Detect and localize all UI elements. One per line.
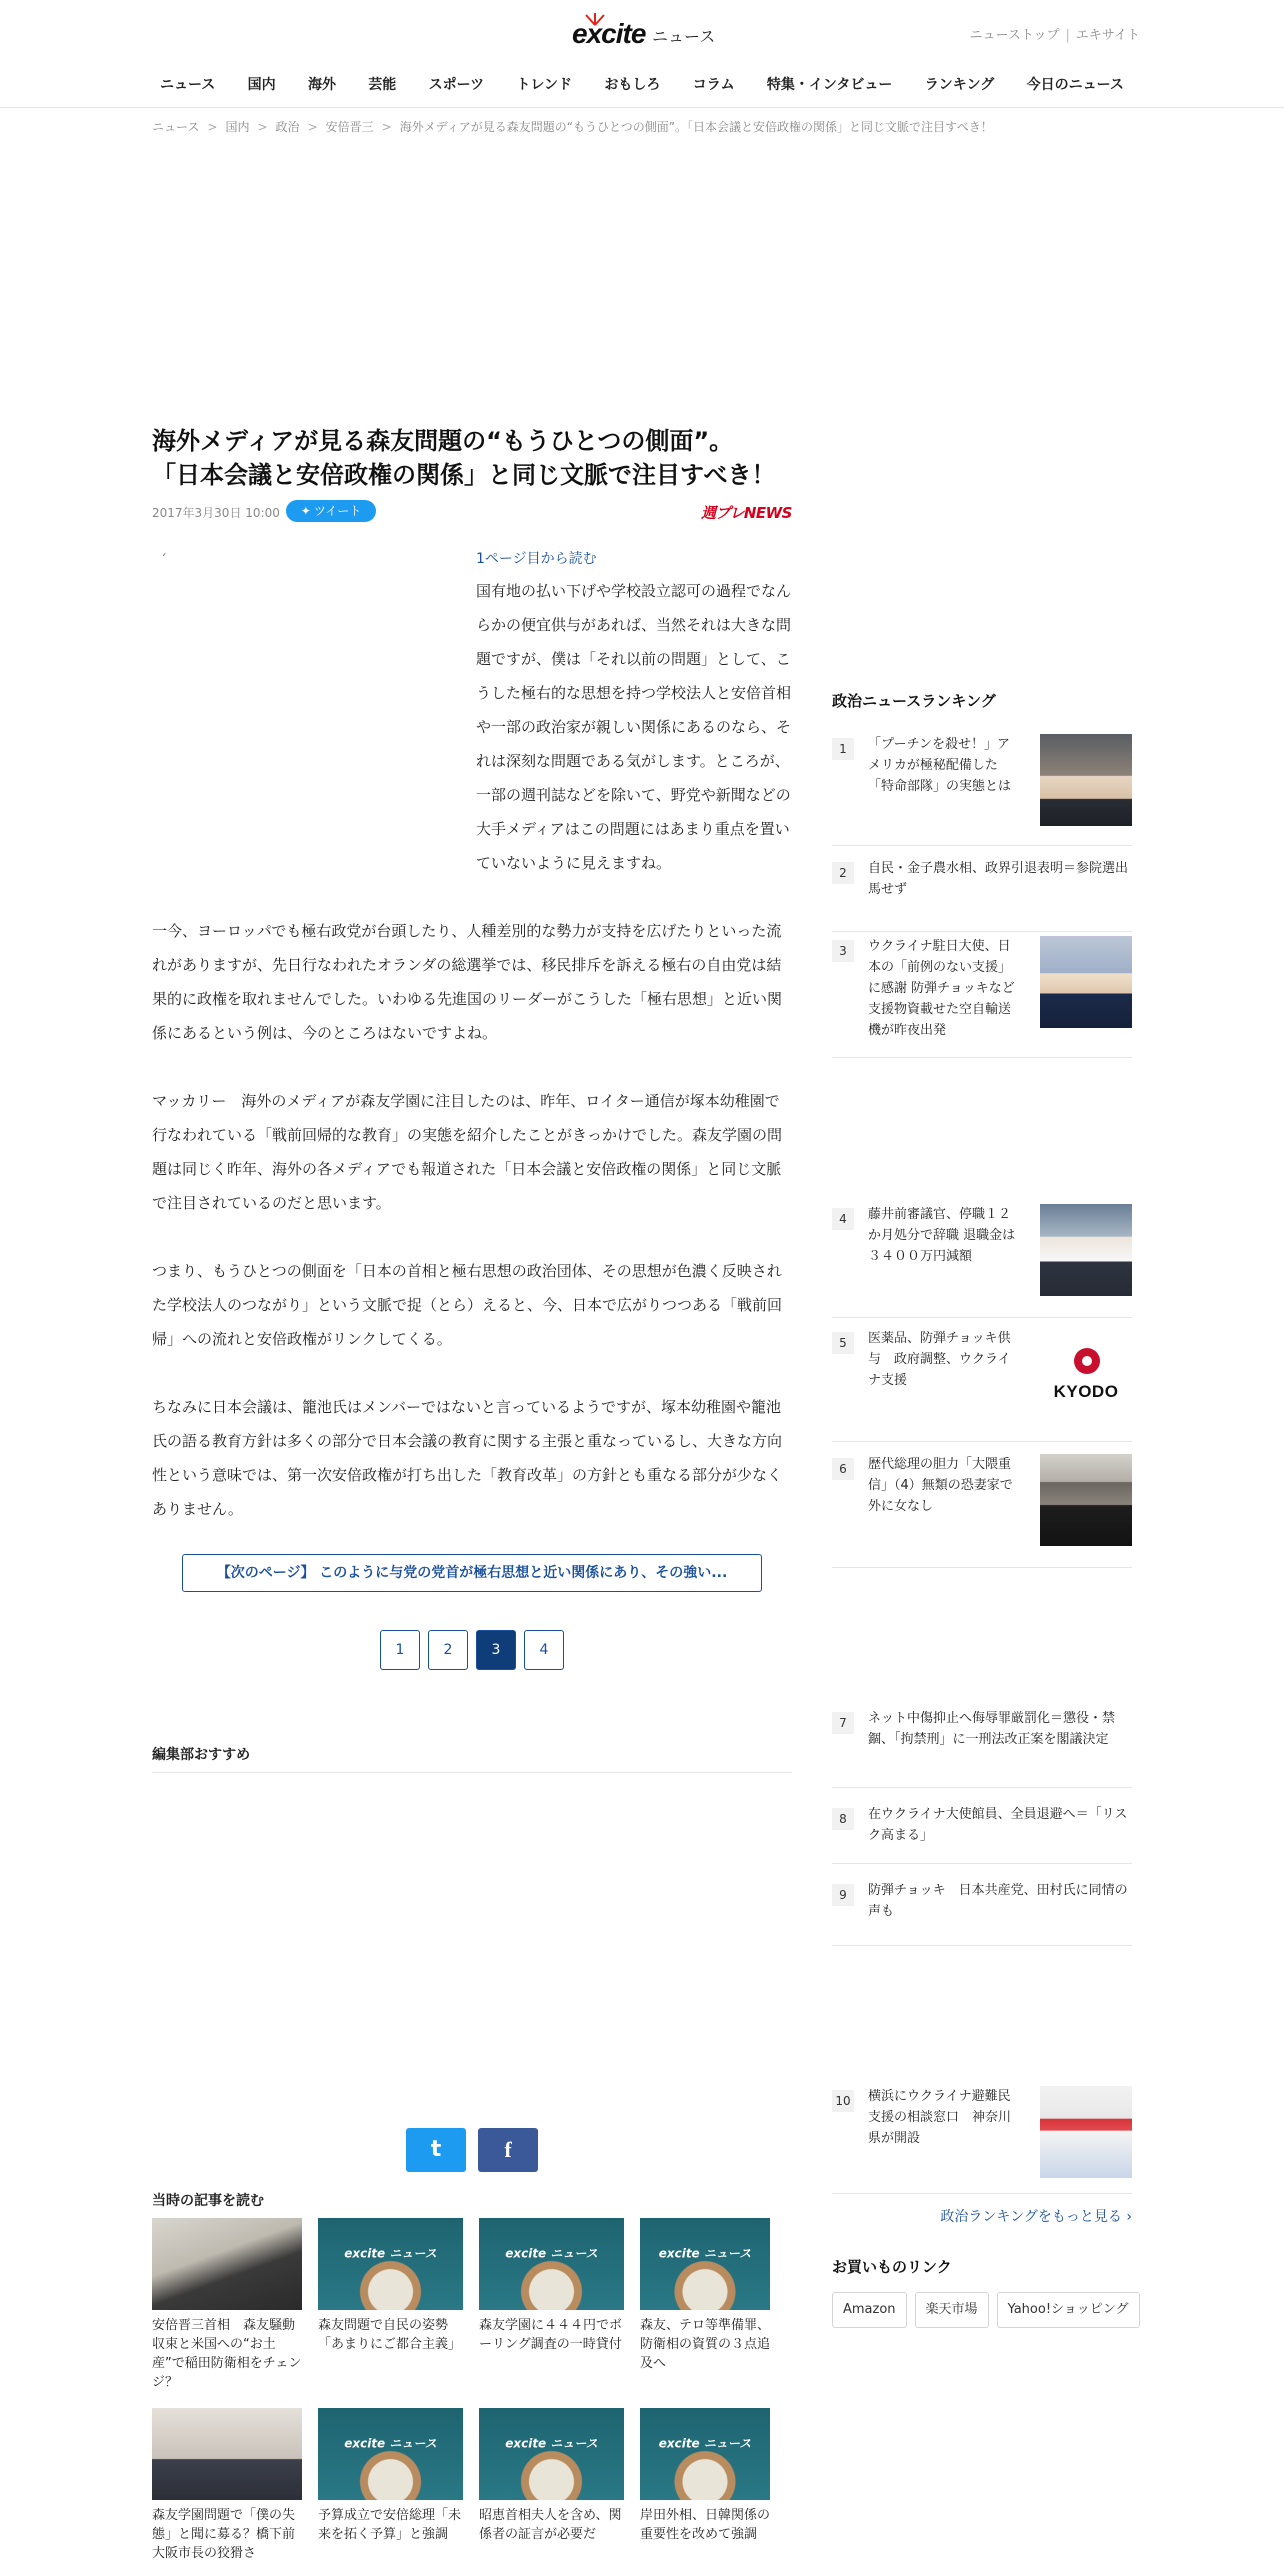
related-article-title: 予算成立で安倍総理「未来を拓く予算」と強調 — [318, 2508, 462, 2542]
page-button-4[interactable]: 4 — [524, 1630, 564, 1670]
ranking-number: 10 — [832, 2090, 854, 2112]
read-from-first-page-link[interactable]: 1ページ目から読む — [476, 551, 597, 567]
related-article-title: 安倍晋三首相 森友騒動収束と米国への“お土産”で稲田防衛相をチェンジ？ — [152, 2318, 302, 2390]
facebook-icon: f — [504, 2137, 512, 2162]
related-article[interactable] — [479, 2408, 624, 2563]
ranking-number: 5 — [832, 1332, 854, 1354]
share-buttons — [406, 2128, 538, 2172]
article-paragraph: 国有地の払い下げや学校設立認可の過程でなんらかの便宜供与があれば、当然それは大きな問題ですが、僕は「それ以前の問題」として、こうした極右的な思想を持つ学校法人と安倍首相や一部の政治家が親しい関係にあるのなら、それは深刻な問題である気がします。ところが、一部の週刊誌などを除いて、野党や新聞などの大手メディアはこの問題にはあまり重点を置いていないように見えますね。 — [476, 582, 792, 872]
ranking-more-text: 政治ランキングをもっと見る — [940, 2209, 1122, 2225]
related-article-thumbnail — [152, 2218, 302, 2310]
shop-link-yahoo[interactable]: Yahoo!ショッピング — [997, 2292, 1140, 2328]
ranking-title-text: 防弾チョッキ 日本共産党、田村氏に同情の声も — [868, 1883, 1128, 1919]
breadcrumb-separator: > — [207, 120, 218, 134]
page-button-2[interactable]: 2 — [428, 1630, 468, 1670]
photo-mark: ´ — [160, 553, 167, 569]
twitter-icon: t — [430, 2137, 442, 2162]
ranking-number: 1 — [832, 738, 854, 760]
ranking-title-text: 横浜にウクライナ避難民支援の相談窓口 神奈川県が開設 — [868, 2089, 1012, 2146]
ranking-thumbnail — [1040, 936, 1132, 1028]
related-article[interactable] — [318, 2218, 463, 2392]
shop-link-rakuten[interactable]: 楽天市場 — [915, 2292, 989, 2328]
thumbnail-logo: excite ニュース — [344, 2436, 437, 2451]
nav-item-news[interactable]: ニュース — [160, 77, 216, 93]
article — [152, 424, 792, 1670]
tweet-label: ツイート — [313, 504, 362, 518]
thumbnail-logo: excite ニュース — [658, 2436, 752, 2451]
nav-item-trend[interactable]: トレンド — [516, 77, 573, 93]
article-paragraph: つまり、もうひとつの側面を「日本の首相と極右思想の政治団体、その思想が色濃く反映された学校法人のつながり」という文脈で捉（とら）えると、今、日本で広がりつつある「戦前回帰」への流れと安倍政権がリンクしてくる。 — [152, 1262, 783, 1348]
ranking-number: 7 — [832, 1712, 854, 1734]
headline-line-2: 「日本会議と安倍政権の関係」と同じ文脈で注目すべき！ — [152, 461, 776, 489]
nav-item-ranking[interactable]: ランキング — [924, 77, 995, 93]
article-photo — [152, 544, 468, 904]
breadcrumb-abe[interactable]: 安倍晋三 — [325, 120, 374, 134]
ranking-title-text: 藤井前審議官、停職１２か月処分で辞職 退職金は３４００万円減額 — [868, 1207, 1016, 1264]
logo-text: excite — [572, 18, 646, 49]
related-article-title: 森友学園に４４４円でボーリング調査の一時貸付 — [479, 2318, 623, 2352]
ranking-item-8[interactable] — [832, 1804, 1132, 1864]
related-article[interactable] — [640, 2218, 770, 2392]
related-article[interactable] — [640, 2408, 770, 2563]
shop-link-amazon[interactable]: Amazon — [832, 2292, 907, 2328]
breadcrumb-separator: > — [257, 120, 268, 134]
ranking-title: 政治ニュースランキング — [832, 692, 996, 710]
breadcrumb-politics[interactable]: 政治 — [275, 120, 300, 134]
nav-item-funny[interactable]: おもしろ — [604, 77, 661, 93]
ranking-item-10[interactable] — [832, 2086, 1132, 2194]
nav-item-entertainment[interactable]: 芸能 — [368, 77, 397, 93]
related-article-thumbnail — [152, 2408, 302, 2500]
related-article-thumbnail — [318, 2218, 463, 2310]
ranking-item-5[interactable] — [832, 1328, 1132, 1442]
ranking-title-text: 歴代総理の胆力「大隈重信」（4）無類の恐妻家で外に女なし — [868, 1457, 1013, 1514]
ranking-number: 8 — [832, 1808, 854, 1830]
related-article-thumbnail — [640, 2408, 770, 2500]
article-headline — [152, 424, 792, 492]
shopping-links-title: お買いものリンク — [832, 2258, 952, 2276]
ranking-title-text: 在ウクライナ大使館員、全員退避へ＝「リスク高まる」 — [868, 1807, 1128, 1843]
ranking-title-text: 医薬品、防弾チョッキ供与 政府調整、ウクライナ支援 — [868, 1331, 1011, 1388]
related-article[interactable] — [152, 2408, 302, 2563]
ranking-item-3[interactable] — [832, 936, 1132, 1058]
ranking-item-4[interactable] — [832, 1204, 1132, 1318]
kyodo-logo-icon — [1074, 1348, 1100, 1374]
related-article-thumbnail — [479, 2408, 624, 2500]
related-article-thumbnail — [479, 2218, 624, 2310]
related-article-thumbnail — [640, 2218, 770, 2310]
ranking-thumbnail — [1040, 734, 1132, 826]
ranking-number: 6 — [832, 1458, 854, 1480]
article-body — [152, 544, 792, 1526]
ranking-number: 4 — [832, 1208, 854, 1230]
pagination — [152, 1630, 792, 1670]
related-articles-grid — [152, 2218, 792, 2563]
nav-item-sports[interactable]: スポーツ — [428, 77, 485, 93]
page-button-3-current[interactable]: 3 — [476, 1630, 516, 1670]
related-article-title: 森友、テロ等準備罪、防衛相の資質の３点追及へ — [640, 2318, 771, 2371]
breadcrumb-separator: > — [381, 120, 392, 134]
global-nav — [152, 70, 1132, 98]
site-header — [0, 0, 1284, 108]
ranking-more-link[interactable] — [832, 2206, 1132, 2226]
related-articles-title: 当時の記事を読む — [152, 2193, 264, 2209]
ranking-thumbnail — [1040, 2086, 1132, 2178]
ranking-item-9[interactable] — [832, 1880, 1132, 1946]
ranking-item-2[interactable] — [832, 858, 1132, 932]
headline-line-1: 海外メディアが見る森友問題の“もうひとつの側面”。 — [152, 427, 734, 455]
nav-item-column[interactable]: コラム — [692, 77, 735, 93]
ranking-title-text: 「プーチンを殺せ！」アメリカが極秘配備した「特命部隊」の実態とは — [868, 737, 1012, 794]
ranking-number: 3 — [832, 940, 854, 962]
chevron-right-icon: › — [1121, 2209, 1132, 2225]
thumbnail-logo: excite ニュース — [505, 2436, 598, 2451]
ranking-item-6[interactable] — [832, 1454, 1132, 1568]
ranking-title-text: 自民・金子農水相、政界引退表明＝参院選出馬せず — [868, 861, 1129, 897]
tweet-button[interactable] — [286, 500, 376, 522]
related-article[interactable] — [479, 2218, 624, 2392]
breadcrumb-separator: > — [307, 120, 318, 134]
site-logo[interactable] — [572, 14, 722, 54]
editor-recommend-section — [152, 1744, 792, 1773]
article-paragraph: ちなみに日本会議は、籠池氏はメンバーではないと言っているようですが、塚本幼稚園や籠池氏の語る教育方針は多くの部分で日本会議の教育に関する主張と重なっているし、大きな方向性という意味では、第一次安倍政権が打ち出した「教育改革」の方針とも重なる部分が少なくありません。 — [152, 1398, 783, 1518]
article-paragraph: マッカリー 海外のメディアが森友学園に注目したのは、昨年、ロイター通信が塚本幼稚園で行なわれている「戦前回帰的な教育」の実態を紹介したことがきっかけでした。森友学園の問題は同じく昨年、海外の各メディアでも報道された「日本会議と安倍政権の関係」と同じ文脈で注目されているのだと思います。 — [152, 1092, 783, 1212]
related-article-title: 森友問題で自民の姿勢「あまりにご都合主義」 — [318, 2318, 462, 2352]
thumbnail-logo: excite ニュース — [658, 2246, 752, 2261]
related-article-title: 昭恵首相夫人を含め、関係者の証言が必要だ — [479, 2508, 622, 2542]
related-article-title: 岸田外相、日韓関係の重要性を改めて強調 — [640, 2508, 771, 2542]
ranking-number: 9 — [832, 1884, 854, 1906]
kyodo-logo-text: KYODO — [1053, 1382, 1119, 1401]
article-paragraph: 一今、ヨーロッパでも極右政党が台頭したり、人種差別的な勢力が支持を広げたりといった流れがありますが、先日行なわれたオランダの総選挙では、移民排斥を訴える極右の自由党は結果的に政権を取れませんでした。いわゆる先進国のリーダーがこうした「極右思想」と近い関係にあるという例は、今のところはないですよね。 — [152, 922, 783, 1042]
breadcrumb-current: 海外メディアが見る森友問題の“もうひとつの側面”。「日本会議と安倍政権の関係」と同じ文脈で注目すべき！ — [399, 120, 993, 134]
ranking-item-7[interactable] — [832, 1708, 1132, 1788]
thumbnail-logo: excite ニュース — [344, 2246, 437, 2261]
article-date: 2017年3月30日 10:00 — [152, 506, 280, 520]
nav-item-domestic[interactable]: 国内 — [247, 77, 276, 93]
ranking-number: 2 — [832, 862, 854, 884]
page-button-1[interactable]: 1 — [380, 1630, 420, 1670]
breadcrumb-news[interactable]: ニュース — [152, 120, 200, 134]
ranking-thumbnail — [1040, 1454, 1132, 1546]
ranking-title-text: ネット中傷抑止へ侮辱罪厳罰化＝懲役・禁錮、「拘禁刑」に一刑法改正案を閣議決定 — [868, 1711, 1116, 1747]
share-twitter-button[interactable] — [406, 2128, 466, 2172]
top-links — [970, 24, 1140, 43]
article-meta — [152, 500, 792, 524]
shopping-links — [832, 2292, 1140, 2328]
ranking-thumbnail — [1040, 1204, 1132, 1296]
ranking-item-1[interactable] — [832, 734, 1132, 846]
related-article-thumbnail — [318, 2408, 463, 2500]
thumbnail-logo: excite ニュース — [505, 2246, 598, 2261]
divider: | — [1065, 28, 1070, 43]
next-page-button[interactable]: 【次のページ】 このように与党の党首が極右思想と近い関係にあり、その強い... — [182, 1554, 762, 1592]
related-article[interactable] — [152, 2218, 302, 2392]
share-facebook-button[interactable] — [478, 2128, 538, 2172]
related-article[interactable] — [318, 2408, 463, 2563]
breadcrumb — [152, 118, 993, 135]
breadcrumb-domestic[interactable]: 国内 — [225, 120, 250, 134]
related-article-title: 森友学園問題で「僕の失態」と聞に募る？橋下前大阪市長の狡猾さ — [152, 2508, 296, 2561]
source-logo[interactable]: 週プレNEWS — [700, 504, 792, 522]
ranking-thumbnail — [1040, 1328, 1132, 1420]
nav-item-today[interactable]: 今日のニュース — [1026, 77, 1124, 93]
nav-item-feature[interactable]: 特集・インタビュー — [766, 77, 893, 93]
top-link-news-top[interactable]: ニューストップ — [969, 28, 1060, 43]
logo-sub: ニュース — [652, 27, 716, 46]
nav-item-overseas[interactable]: 海外 — [307, 77, 336, 93]
editor-recommend-title: 編集部おすすめ — [152, 1747, 251, 1763]
top-link-excite[interactable]: エキサイト — [1075, 28, 1140, 43]
ranking-title-text: ウクライナ駐日大使、日本の「前例のない支援」に感謝 防弾チョッキなど支援物資載せた空自輸送機が昨夜出発 — [868, 939, 1015, 1038]
twitter-bird-icon: ✦ — [300, 504, 311, 518]
